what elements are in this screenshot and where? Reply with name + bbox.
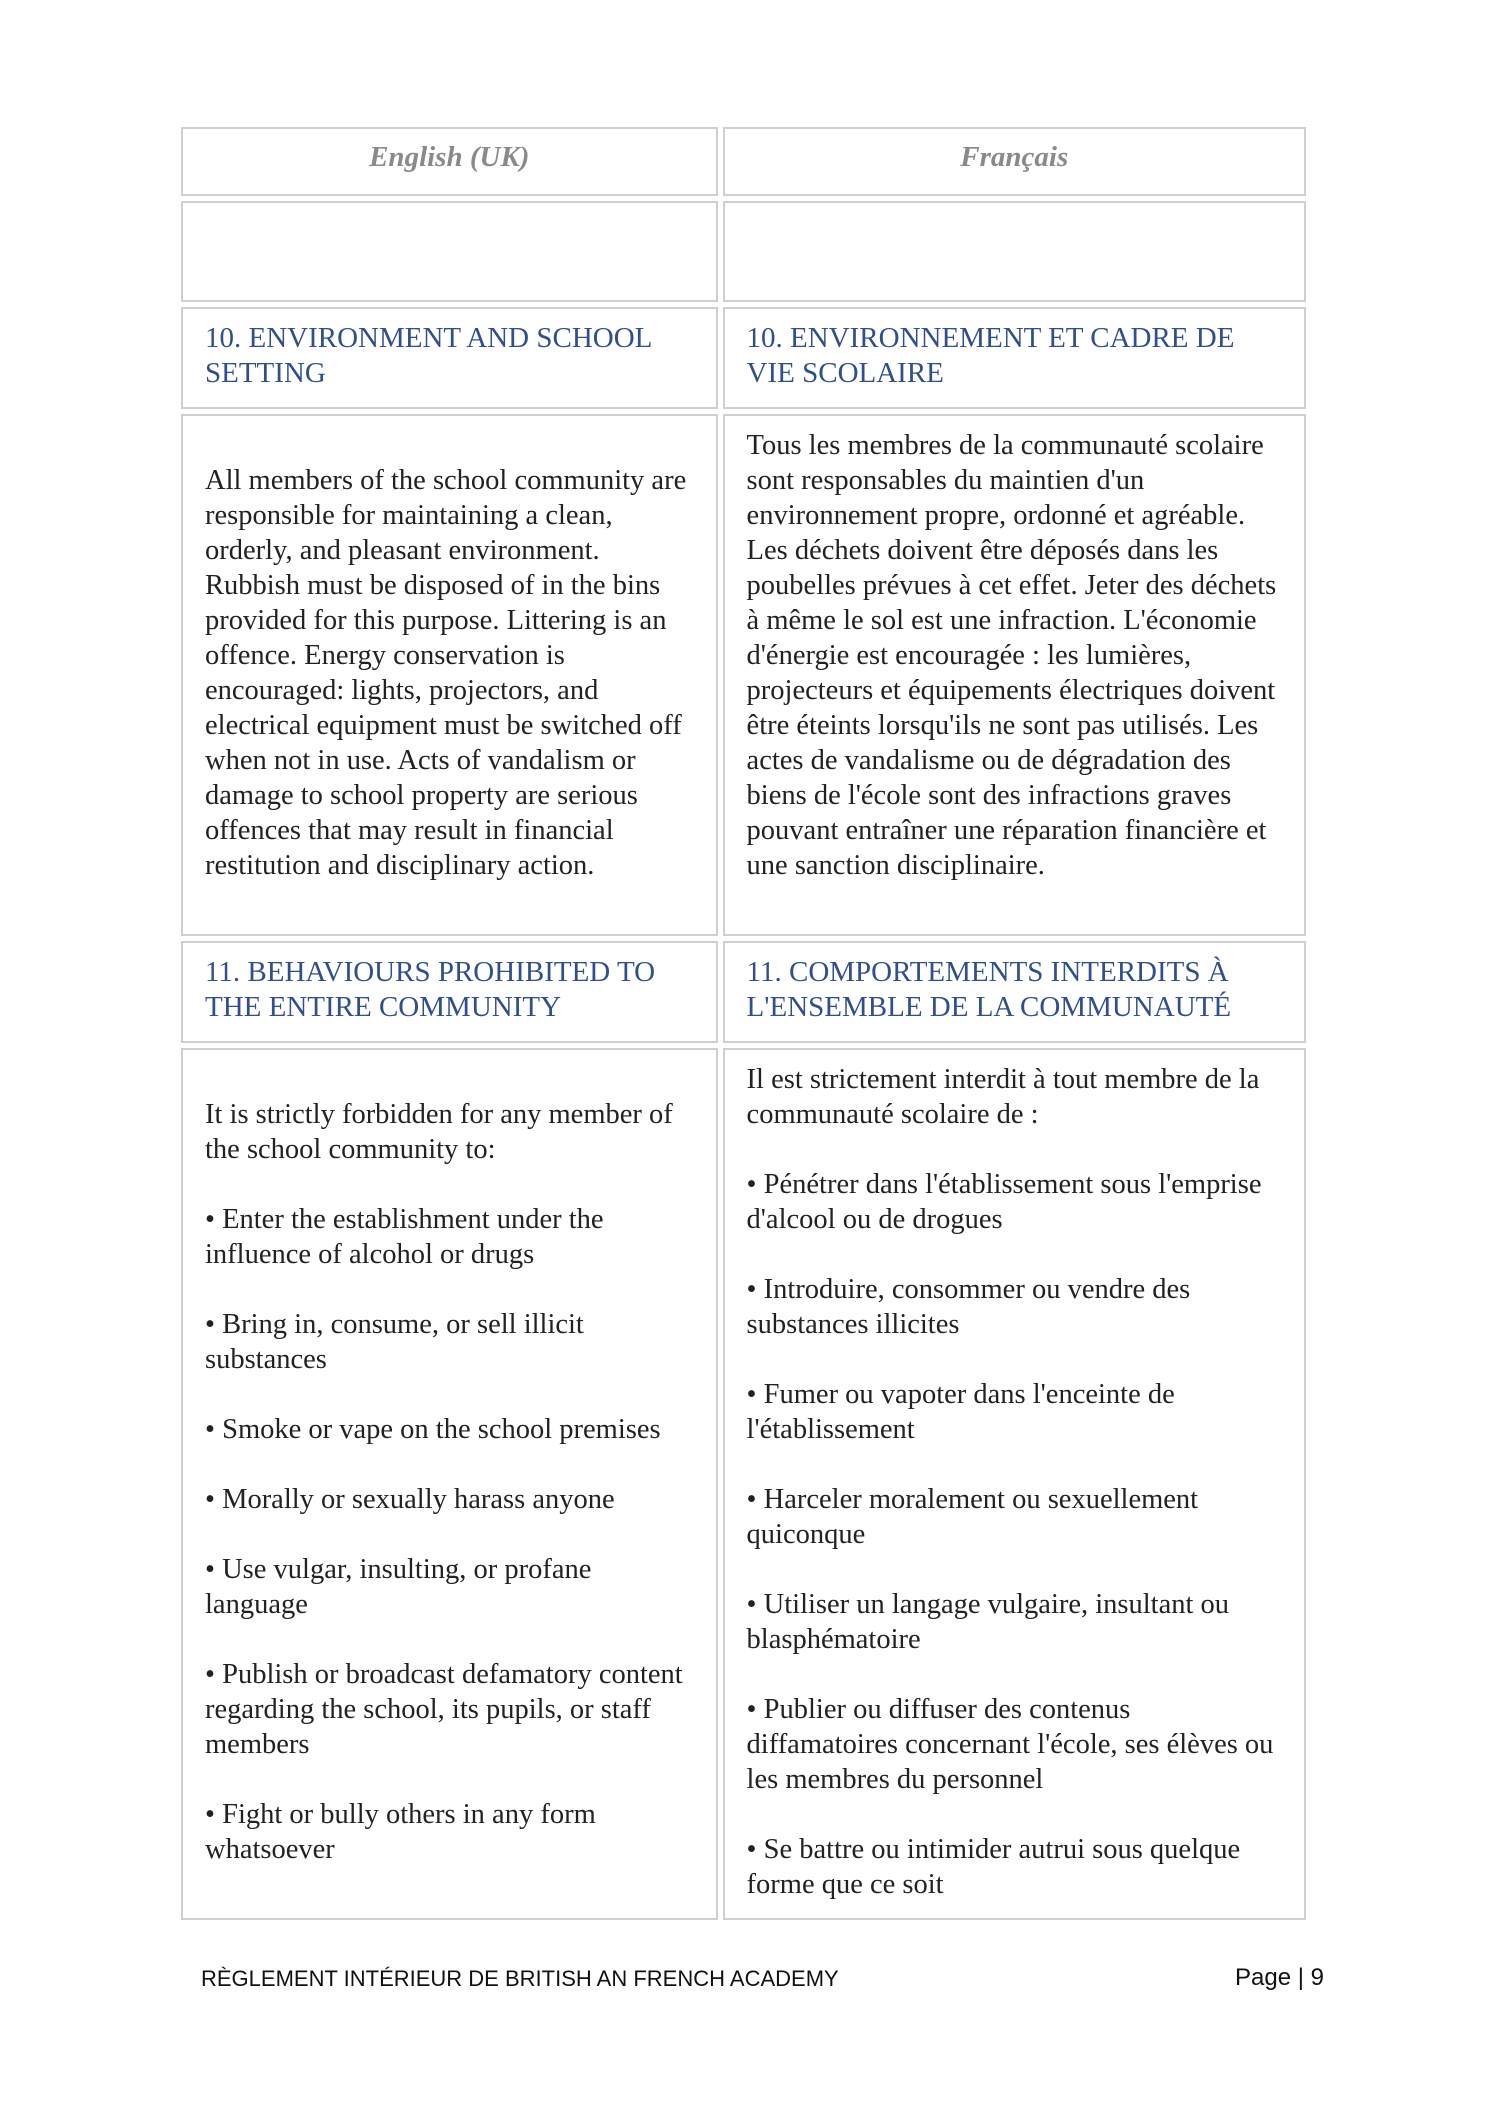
english-column-header: English (UK) — [181, 127, 718, 196]
language-header-row — [181, 127, 1306, 196]
section-10-title-fr: 10. ENVIRONNEMENT ET CADRE DE VIE SCOLAIRE — [723, 307, 1306, 409]
list-item: • Enter the establishment under the influence of alcohol or drugs — [205, 1204, 604, 1270]
list-item: • Se battre ou intimider autrui sous quelque forme que ce soit — [746, 1834, 1241, 1900]
list-item: • Morally or sexually harass anyone — [205, 1484, 615, 1515]
section-10-body-row — [181, 414, 1306, 936]
section-10-title-en: 10. ENVIRONMENT AND SCHOOL SETTING — [181, 307, 718, 409]
list-item: • Introduire, consommer ou vendre des substances illicites — [746, 1274, 1191, 1340]
section-10-body-en — [181, 414, 718, 936]
french-column-header: Français — [723, 127, 1306, 196]
empty-cell-fr — [723, 201, 1306, 302]
section-11-intro-en: It is strictly forbidden for any member of the school community to: — [205, 1099, 673, 1165]
bilingual-rules-table — [176, 122, 1311, 1925]
section-11-title-fr: 11. COMPORTEMENTS INTERDITS À L'ENSEMBLE DE LA COMMUNAUTÉ — [723, 941, 1306, 1043]
section-11-header-row — [181, 941, 1306, 1043]
list-item: • Publish or broadcast defamatory content regarding the school, its pupils, or staff members — [205, 1659, 683, 1760]
list-item: • Publier ou diffuser des contenus diffamatoires concernant l'école, ses élèves ou les membres du personnel — [746, 1694, 1274, 1795]
section-11-intro-fr: Il est strictement interdit à tout membre de la communauté scolaire de : — [746, 1064, 1260, 1130]
list-item: • Pénétrer dans l'établissement sous l'emprise d'alcool ou de drogues — [746, 1169, 1262, 1235]
section-10-body-fr — [723, 414, 1306, 936]
list-item: • Bring in, consume, or sell illicit substances — [205, 1309, 584, 1375]
section-10-header-row — [181, 307, 1306, 409]
section-11-body-en — [181, 1048, 718, 1920]
list-item: • Utiliser un langage vulgaire, insultant ou blasphématoire — [746, 1589, 1230, 1655]
section-11-body-fr — [723, 1048, 1306, 1920]
footer-document-title: RÈGLEMENT INTÉRIEUR DE BRITISH AN FRENCH ACADEMY — [201, 1966, 839, 1991]
section-10-text-en: All members of the school community are responsible for maintaining a clean, orderly, and pleasant environment. Rubbish must be disposed of in the bins provided for this purpose. Littering is an offence. Energy conservation is encouraged: lights, projectors, and electrical equipment must be switched off when not in use. Acts of vandalism or damage to school property are serious offences that may result in financial restitution and disciplinary action. — [205, 465, 687, 881]
list-item: • Use vulgar, insulting, or profane language — [205, 1554, 592, 1620]
empty-cell-en — [181, 201, 718, 302]
list-item: • Fumer ou vapoter dans l'enceinte de l'établissement — [746, 1379, 1175, 1445]
section-11-body-row — [181, 1048, 1306, 1920]
empty-row — [181, 201, 1306, 302]
list-item: • Harceler moralement ou sexuellement quiconque — [746, 1484, 1199, 1550]
footer-page-number: Page | 9 — [1235, 1964, 1324, 1991]
list-item: • Smoke or vape on the school premises — [205, 1414, 661, 1445]
section-10-text-fr: Tous les membres de la communauté scolaire sont responsables du maintien d'un environnement propre, ordonné et agréable. Les déchets doivent être déposés dans les poubelles prévues à cet effet. Jeter des déchets à même le sol est une infraction. L'économie d'énergie est encouragée : les lumières, projecteurs et équipements électriques doivent être éteints lorsqu'ils ne sont pas utilisés. Les actes de vandalisme ou de dégradation des biens de l'école sont des infractions graves pouvant entraîner une réparation financière et une sanction disciplinaire. — [746, 430, 1277, 881]
list-item: • Fight or bully others in any form whatsoever — [205, 1799, 596, 1865]
section-11-title-en: 11. BEHAVIOURS PROHIBITED TO THE ENTIRE COMMUNITY — [181, 941, 718, 1043]
